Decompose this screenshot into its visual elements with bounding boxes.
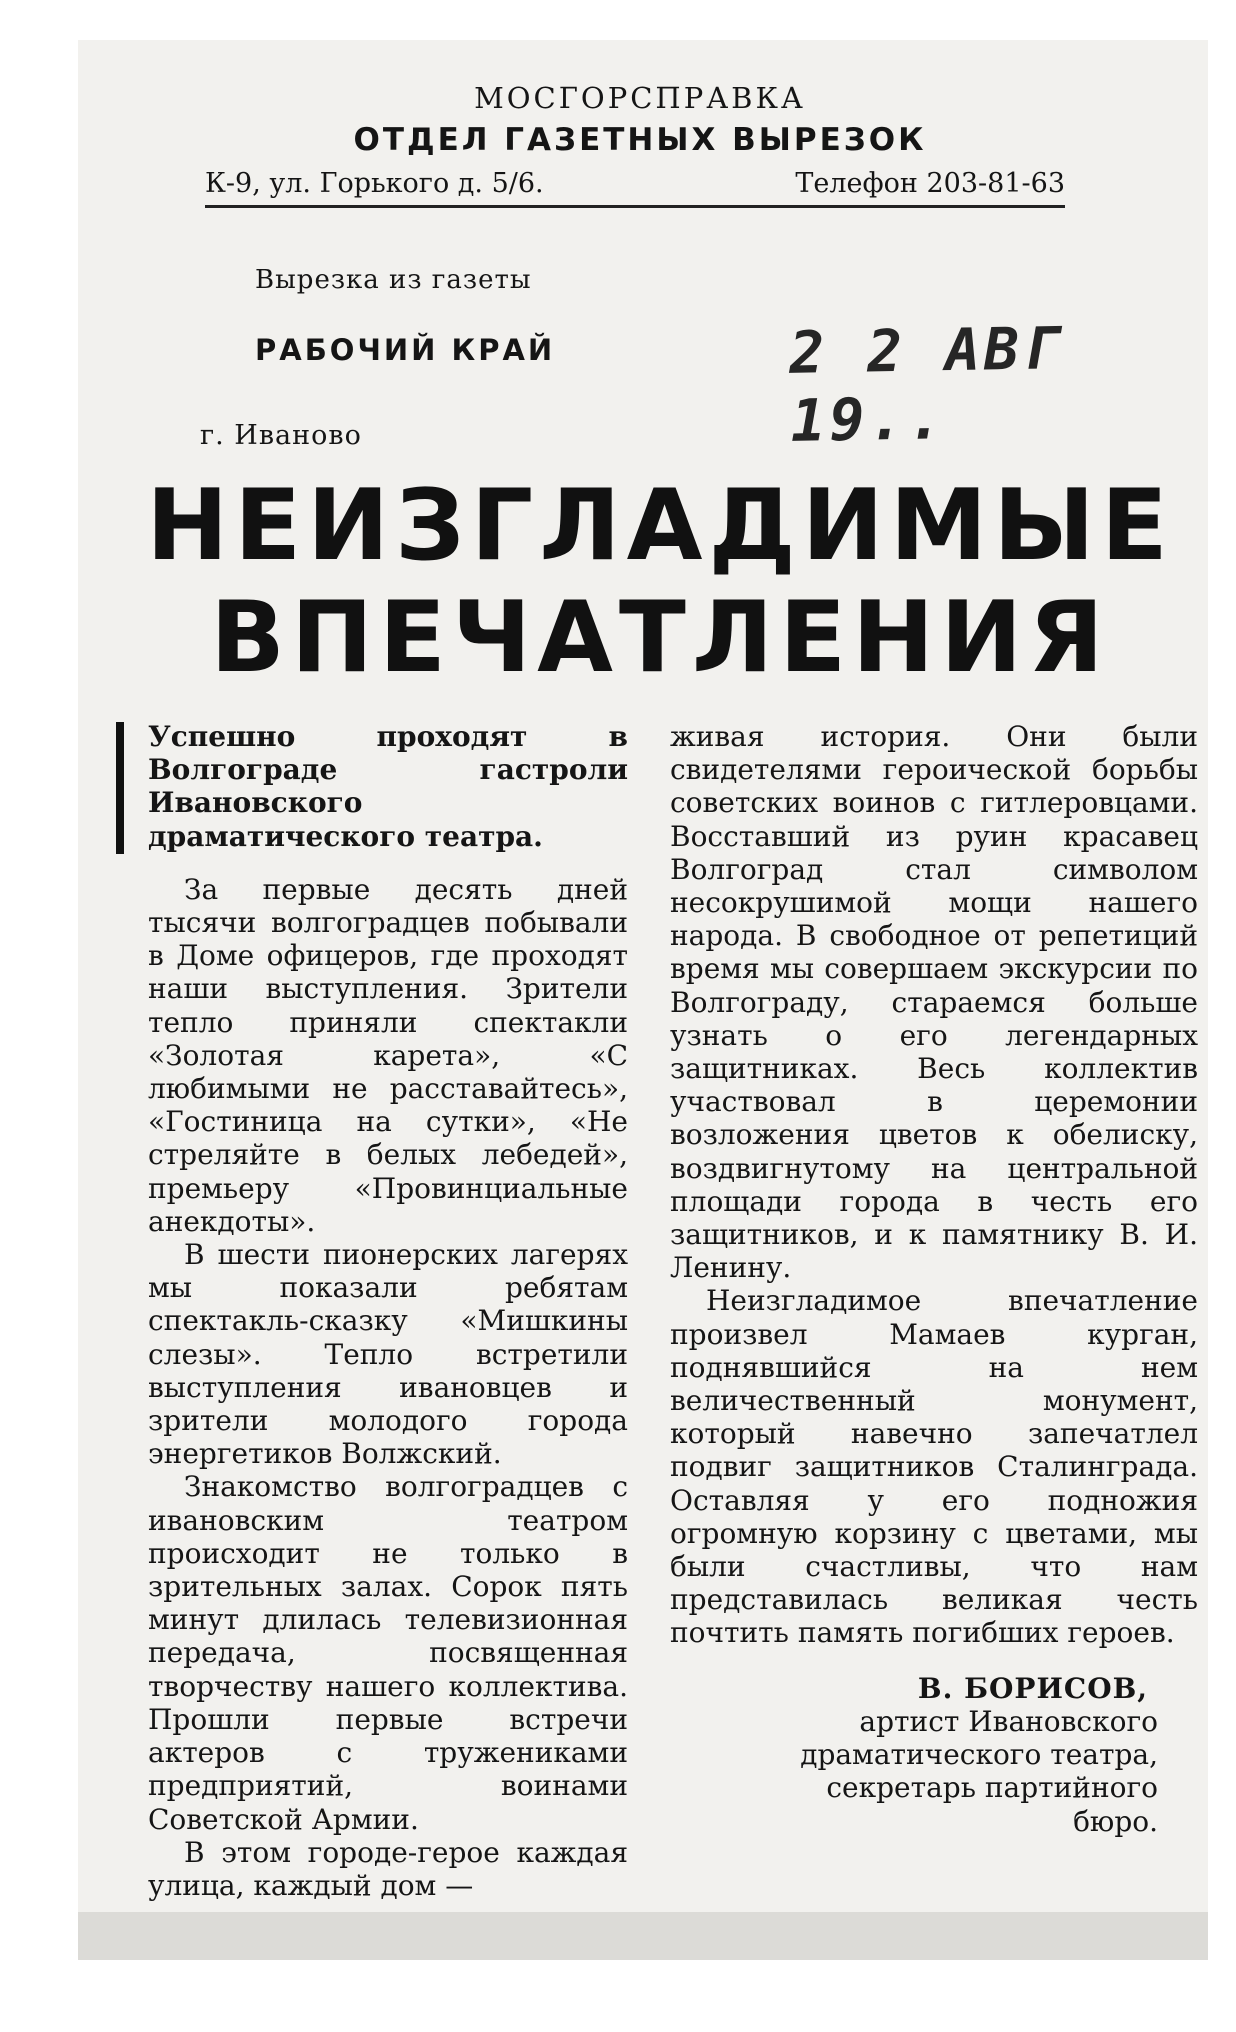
clipping-service-header [200, 78, 1080, 162]
department-name: ОТДЕЛ ГАЗЕТНЫХ ВЫРЕЗОК [353, 122, 927, 158]
newspaper-city: г. Иваново [200, 420, 362, 451]
clipping-edge [78, 1912, 1208, 1960]
newspaper-name: РАБОЧИЙ КРАЙ [255, 333, 556, 367]
lead-marker-bar [116, 722, 124, 854]
service-address: К-9, ул. Горького д. 5/6. [205, 168, 544, 199]
author-role-line-3: секретарь партийного [826, 1771, 1158, 1805]
article-paragraph-4: В этом городе-герое каждая улица, каждый дом — [148, 1835, 628, 1902]
date-stamp: 2 2 АВГ 19.. [788, 314, 1063, 455]
article-paragraph-6: Неизгладимое впечатление произвел Мамаев курган, поднявшийся на нем величественный монумент, который навечно запечатлел подвиг защитников Сталинграда. Оставляя у его подножия огромную корзину с цветами, мы были счастливы, что нам представилась великая честь почтить память погибших героев. [670, 1284, 1198, 1650]
article-paragraph-5: живая история. Они были свидетелями героической борьбы советских воинов с гитлеровцами. Восставший из руин красавец Волгоград стал символом несокрушимой мощи нашего народа. В свободное от репетиций время мы совершаем экскурсии по Волгограду, стараемся больше узнать о его легендарных защитниках. Весь коллектив участвовал в церемонии возложения цветов к обелиску, воздвигнутому на центральной площади города в честь его защитников, и к памятнику В. И. Ленину. [670, 720, 1198, 1285]
article-paragraph-2: В шести пионерских лагерях мы показали ребятам спектакль-сказку «Мишкины слезы». Тепло встретили выступления ивановцев и зрители молодого города энергетиков Волжский. [148, 1238, 628, 1471]
article-paragraph-3: Знакомство волгоградцев с ивановским театром происходит не только в зрительных залах. Сорок пять минут длилась телевизионная передача, посвященная творчеству нашего коллектива. Прошли первые встречи актеров с тружениками предприятий, воинами Советской Армии. [148, 1470, 628, 1836]
article-column-right [670, 720, 1198, 1838]
article-paragraph-1: За первые десять дней тысячи волгоградцев побывали в Доме офицеров, где проходят наши выступления. Зрители тепло приняли спектакли «Золотая карета», «С любимыми не расставайтесь», «Гостиница на сутки», «Не стреляйте в белых лебедей», премьеру «Провинциальные анекдоты». [148, 872, 628, 1238]
author-role-line-4: бюро. [1073, 1804, 1158, 1838]
author-role-line-1: артист Ивановского [859, 1704, 1158, 1738]
clipping-source-label: Вырезка из газеты [255, 265, 532, 295]
service-name: МОСГОРСПРАВКА [474, 81, 806, 115]
headline-line-2: ВПЕЧАТЛЕНИЯ [210, 581, 1110, 695]
article-column-left [148, 720, 628, 1902]
article-headline [130, 470, 1190, 694]
author-name: В. БОРИСОВ, [917, 1671, 1148, 1705]
article-lead: Успешно проходят в Волгограде гастроли Ивановского драматического театра. [148, 720, 628, 853]
address-line [205, 168, 1065, 208]
headline-line-1: НЕИЗГЛАДИМЫЕ [146, 469, 1174, 583]
author-role-line-2: драматического театра, [800, 1738, 1158, 1772]
service-phone: Телефон 203-81-63 [795, 168, 1065, 199]
